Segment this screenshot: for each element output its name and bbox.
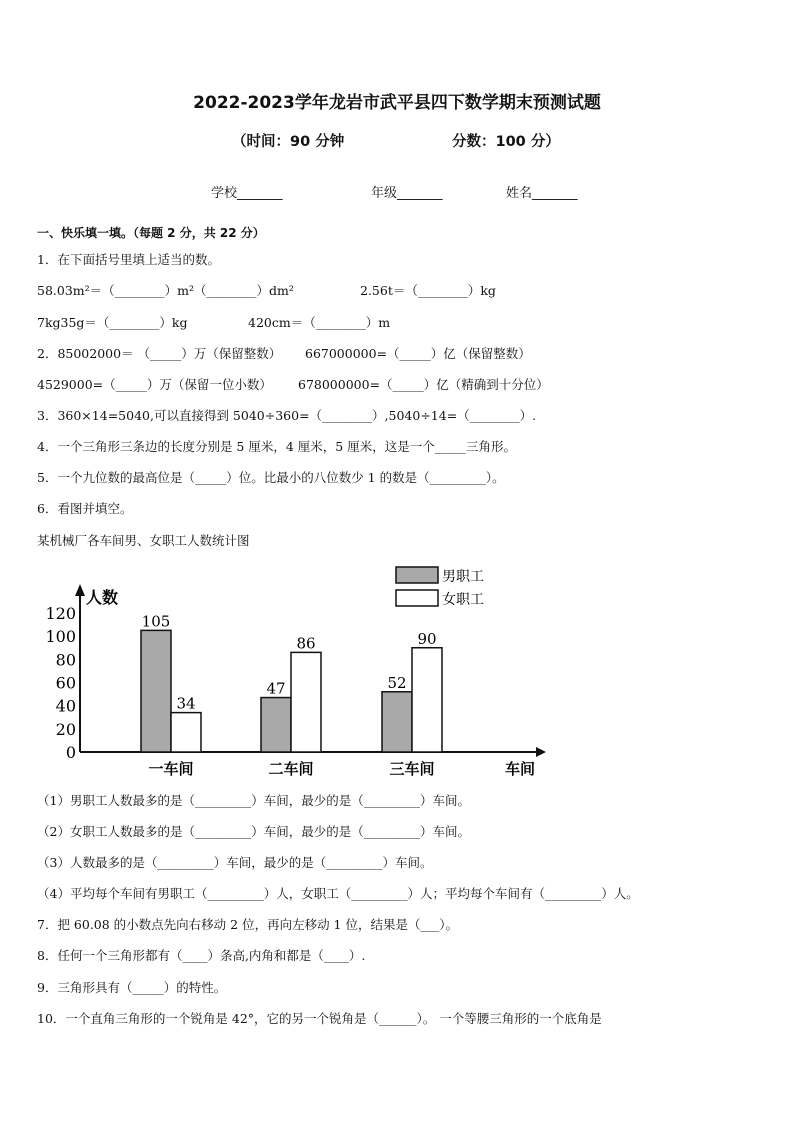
question-10: 10．一个直角三角形的一个锐角是 42°，它的另一个锐角是（______）。 一个等腰三角形的一个底角是 [37, 1011, 602, 1026]
bar-female [171, 713, 201, 752]
bar-male [261, 698, 291, 752]
bar-male [141, 630, 171, 752]
legend-label: 男职工 [442, 569, 484, 585]
question-5: 5．一个九位数的最高位是（_____）位。比最小的八位数少 1 的数是（_________）。 [37, 470, 505, 485]
school-field: 学校_______ [211, 186, 283, 201]
question-8: 8．任何一个三角形都有（____）条高,内角和都是（____）. [37, 948, 366, 963]
question-6: 6．看图并填空。 [37, 501, 133, 516]
question-6-4: （4）平均每个车间有男职工（_________）人，女职工（_________）人；平均每个车间有（_________）人。 [37, 886, 639, 901]
question-6-3: （3）人数最多的是（_________）车间，最少的是（_________）车间。 [37, 855, 433, 870]
chart-title: 某机械厂各车间男、女职工人数统计图 [37, 533, 250, 548]
category-label: 二车间 [268, 760, 314, 778]
bar-value-label: 86 [296, 634, 316, 653]
page-title: 2022-2023学年龙岩市武平县四下数学期末预测试题 [193, 93, 601, 113]
y-axis-label: 人数 [86, 588, 119, 607]
section-heading: 一、快乐填一填。（每题 2 分，共 22 分） [37, 226, 265, 240]
exam-time: （时间：90 分钟 [232, 134, 345, 150]
question-2b: 667000000=（_____）亿（保留整数） [305, 346, 531, 361]
question-1: 1．在下面括号里填上适当的数。 [37, 252, 220, 267]
question-7: 7．把 60.08 的小数点先向右移动 2 位，再向左移动 1 位，结果是（___）。 [37, 917, 458, 932]
question-6-2: （2）女职工人数最多的是（_________）车间，最少的是（_________）车间。 [37, 824, 470, 839]
y-tick-label: 40 [55, 696, 76, 716]
bar-value-label: 90 [417, 629, 437, 648]
legend-label: 女职工 [442, 592, 484, 608]
legend-swatch [396, 590, 438, 606]
grade-field: 年级_______ [371, 186, 443, 201]
category-label: 三车间 [389, 760, 435, 778]
y-tick-label: 120 [45, 604, 76, 623]
name-field: 姓名_______ [506, 186, 578, 201]
bar-value-label: 105 [141, 612, 171, 631]
question-2d: 678000000=（_____）亿（精确到十分位） [298, 377, 549, 392]
category-label: 一车间 [148, 760, 194, 778]
bar-female [291, 652, 321, 752]
bar-male [382, 692, 412, 752]
y-tick-label: 80 [55, 650, 76, 670]
question-1d: 420cm＝（________）m [248, 315, 391, 330]
question-2a: 2．85002000＝ （_____）万（保留整数） [37, 346, 282, 361]
y-axis-arrow [75, 584, 85, 596]
bar-value-label: 47 [266, 679, 286, 698]
question-1c: 7kg35g＝（________）kg [37, 315, 188, 330]
legend-swatch [396, 567, 438, 583]
x-axis-label: 车间 [504, 760, 536, 778]
y-tick-label: 0 [65, 743, 76, 762]
question-1b: 2.56t＝（________）kg [360, 283, 496, 298]
x-axis-arrow [536, 747, 546, 757]
question-2c: 4529000=（_____）万（保留一位小数） [37, 377, 272, 392]
question-3: 3．360×14=5040,可以直接得到 5040÷360=（________）,5040÷14=（________）. [37, 408, 537, 423]
y-tick-label: 100 [45, 627, 76, 647]
bar-value-label: 52 [387, 673, 407, 692]
question-9: 9．三角形具有（_____）的特性。 [37, 980, 227, 995]
y-tick-label: 60 [55, 673, 76, 693]
bar-female [412, 648, 442, 752]
question-1a: 58.03m²＝（________）m²（________）dm² [37, 283, 294, 298]
bar-value-label: 34 [176, 694, 196, 713]
exam-score: 分数：100 分） [452, 134, 560, 150]
question-4: 4．一个三角形三条边的长度分别是 5 厘米，4 厘米，5 厘米，这是一个_____三角形。 [37, 439, 516, 454]
y-tick-label: 20 [55, 719, 76, 739]
question-6-1: （1）男职工人数最多的是（_________）车间，最少的是（_________）车间。 [37, 793, 470, 808]
